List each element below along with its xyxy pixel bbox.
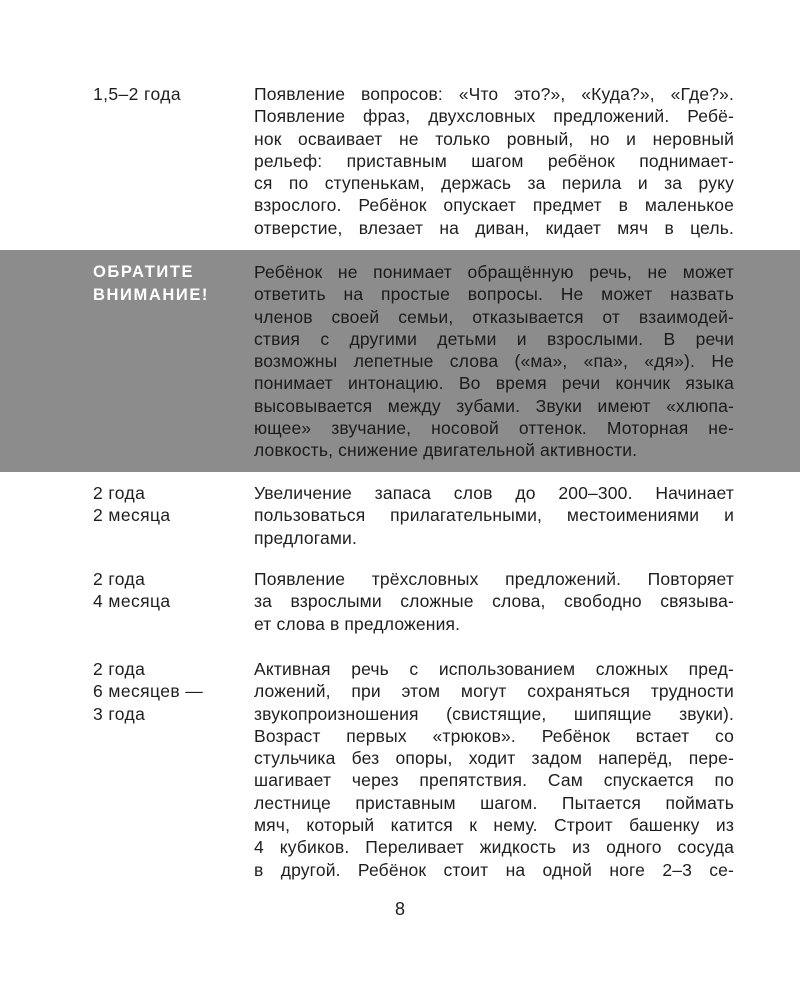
text-line: ет слова в предложения. [254,613,461,634]
entry-description [254,568,734,635]
age-label-line: 2 месяца [93,505,171,526]
text-line: возможны лепетные слова («ма», «па», «дя»). Не [254,351,734,372]
text-line: Возраст первых «трюков». Ребёнок встает со [254,725,734,746]
text-line: за взрослыми сложные слова, свободно связыва- [254,591,734,612]
age-label-line: 2 года [93,659,146,679]
age-label-line: 6 месяцев — [93,681,204,702]
text-line: шагивает через препятствия. Сам спускается по [254,770,734,791]
text-line: звукопроизношения (свистящие, шипящие звуки). [254,703,734,724]
text-line: нок осваивает не только ровный, но и неровный [254,128,734,149]
text-line: ответить на простые вопросы. Не может назвать [254,284,734,305]
page-number: 8 [394,899,405,919]
notice-heading-line: ОБРАТИТЕ [93,263,195,281]
text-line: взрослого. Ребёнок опускает предмет в маленькое [254,195,734,216]
text-line: ловкость, снижение двигательной активности. [254,440,638,461]
text-line: в другой. Ребёнок стоит на одной ноге 2–3 се- [254,859,734,880]
text-line: ствия с другими детьми и взрослыми. В речи [254,328,734,349]
text-line: ложений, при этом могут сохраняться трудности [254,681,734,702]
text-line: Ребёнок не понимает обращённую речь, не может [254,262,734,282]
text-line: Активная речь с использованием сложных пред- [254,659,734,679]
attention-notice [0,250,800,472]
text-line: Появление вопросов: «Что это?», «Куда?», «Где?». [254,84,734,104]
text-line: членов своей семьи, отказывается от взаимодей- [254,306,734,327]
age-label-line: 2 года [93,569,146,589]
notice-heading [93,261,209,307]
text-line: Появление фраз, двухсловных предложений. Ребё- [254,106,734,127]
text-line: ся по ступенькам, держась за перила и за руку [254,173,734,194]
entry-description [254,658,734,881]
text-line: пользоваться прилагательными, местоимениями и [254,505,734,526]
age-label-line: 4 месяца [93,591,171,612]
age-label-line: 2 года [93,483,146,503]
age-label [93,658,203,725]
entry-description [254,83,734,239]
text-line: стульчика без опоры, ходит задом наперёд, пере- [254,748,734,769]
entry-description [254,482,734,549]
notice-text [254,261,734,462]
age-label [93,568,171,613]
text-line: ющее» звучание, носовой оттенок. Моторная не- [254,418,734,439]
text-line: лестнице приставным шагом. Пытается поймать [254,792,734,813]
age-label [93,482,171,527]
text-line: рельеф: приставным шагом ребёнок поднимает- [254,150,734,171]
notice-heading-line: ВНИМАНИЕ! [93,286,210,304]
text-line: 4 кубиков. Переливает жидкость из одного сосуда [254,837,734,858]
text-line: понимает интонацию. Во время речи кончик языка [254,373,734,394]
text-line: мяч, который катится к нему. Строит башенку из [254,815,734,836]
text-line: Увеличение запаса слов до 200–300. Начинает [254,483,734,503]
text-line: Появление трёхсловных предложений. Повторяет [254,569,734,589]
text-line: высовывается между зубами. Звуки имеют «хлюпа- [254,395,734,416]
age-label-line: 1,5–2 года [93,84,181,104]
age-label-line: 3 года [93,703,146,724]
text-line: предлогами. [254,527,357,548]
text-line: отверстие, влезает на диван, кидает мяч в цель. [254,217,734,238]
age-label [93,83,181,105]
